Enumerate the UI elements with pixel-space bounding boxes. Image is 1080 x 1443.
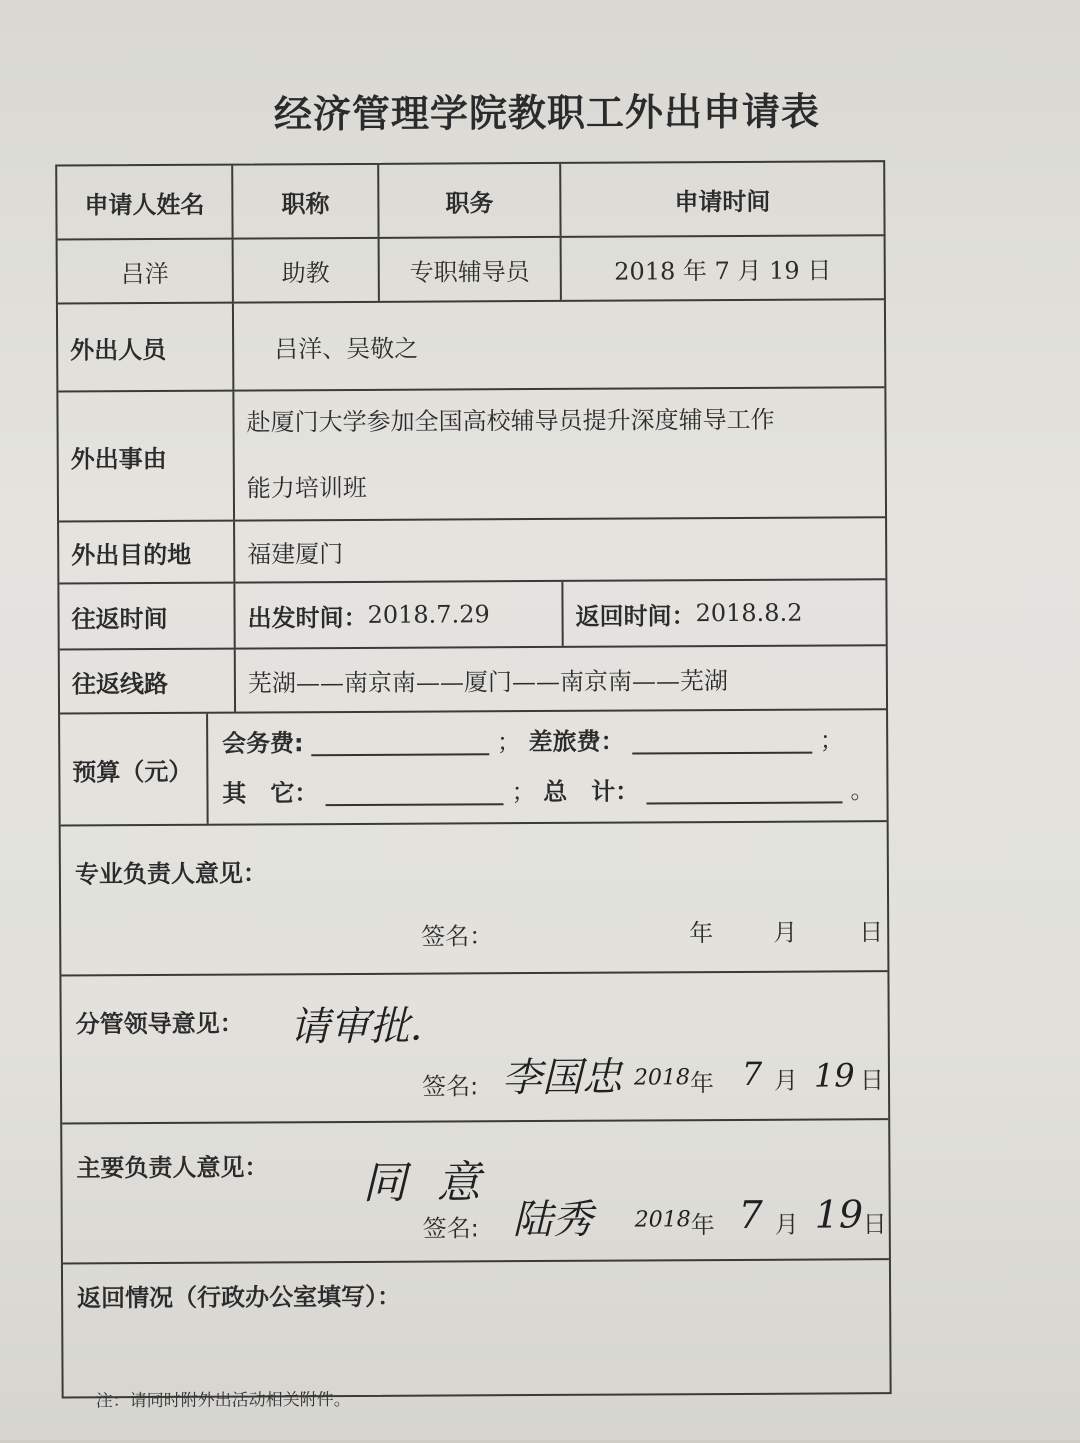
meeting-fee-blank bbox=[311, 731, 489, 756]
total-label: 总 计： bbox=[543, 777, 640, 806]
route-label: 往返线路 bbox=[71, 669, 168, 698]
leader-opinion-label: 分管领导意见： bbox=[75, 1009, 244, 1039]
destination-row bbox=[59, 516, 885, 582]
reason-row bbox=[58, 386, 885, 520]
applicant-title: 助教 bbox=[232, 239, 378, 302]
total-blank bbox=[647, 779, 843, 804]
meeting-fee-label: 会务费: bbox=[221, 729, 304, 758]
leader-day-value: 19 bbox=[813, 1056, 855, 1095]
leader-signature: 李国忠 bbox=[501, 1054, 623, 1102]
reason-line-2: 能力培训班 bbox=[246, 473, 367, 503]
reason-label: 外出事由 bbox=[70, 444, 167, 473]
applicant-date: 2018 年 7 月 19 日 bbox=[560, 236, 884, 300]
return-cell bbox=[561, 580, 885, 646]
personnel-row bbox=[58, 298, 884, 390]
time-label: 往返时间 bbox=[71, 604, 168, 633]
head-day-value: 19 bbox=[814, 1192, 864, 1237]
major-day-label: 日 bbox=[859, 918, 884, 947]
depart-value: 2018.7.29 bbox=[367, 600, 490, 629]
form-table bbox=[55, 160, 891, 1398]
leader-sign-label: 签名: bbox=[421, 1072, 479, 1101]
leader-month-label: 月 bbox=[773, 1066, 799, 1095]
route-value: 芜湖——南京南——厦门——南京南——芜湖 bbox=[234, 646, 886, 711]
header-row bbox=[57, 162, 883, 238]
budget-row bbox=[60, 708, 887, 824]
head-month-label: 月 bbox=[774, 1210, 799, 1239]
form-title: 经济管理学院教职工外出申请表 bbox=[273, 88, 821, 137]
title-header: 职称 bbox=[231, 165, 377, 238]
applicant-row bbox=[58, 234, 884, 302]
leader-handwritten-comment: 请审批. bbox=[289, 1003, 423, 1051]
budget-line-2 bbox=[222, 765, 874, 818]
budget-label: 预算（元） bbox=[72, 757, 193, 786]
major-opinion-label: 专业负责人意见： bbox=[74, 859, 267, 889]
head-year-label: 年 bbox=[690, 1211, 715, 1240]
leader-month-value: 7 bbox=[741, 1054, 763, 1093]
return-status-label: 返回情况（行政办公室填写）： bbox=[77, 1282, 402, 1313]
major-opinion-section bbox=[61, 820, 888, 974]
post-header: 职务 bbox=[377, 164, 559, 237]
depart-label: 出发时间： bbox=[247, 603, 368, 633]
return-label: 返回时间： bbox=[575, 601, 696, 631]
personnel-value: 吕洋、吴敬之 bbox=[232, 300, 884, 389]
leader-year-value: 2018 bbox=[633, 1065, 691, 1091]
other-fee-label: 其 它： bbox=[222, 779, 319, 808]
route-row bbox=[60, 644, 886, 712]
major-year-label: 年 bbox=[689, 919, 714, 948]
personnel-label: 外出人员 bbox=[70, 335, 167, 364]
budget-line-1 bbox=[222, 715, 844, 768]
depart-cell bbox=[233, 582, 561, 648]
budget-end-1: ； bbox=[819, 726, 844, 755]
budget-end-2: 。 bbox=[850, 776, 875, 805]
destination-label: 外出目的地 bbox=[71, 540, 192, 569]
leader-opinion-section bbox=[61, 970, 888, 1122]
head-signature: 陆秀 bbox=[512, 1196, 593, 1244]
applicant-post: 专职辅导员 bbox=[378, 238, 560, 301]
head-day-label: 日 bbox=[862, 1210, 887, 1239]
head-opinion-section bbox=[62, 1118, 889, 1262]
leader-day-label: 日 bbox=[859, 1066, 885, 1095]
travel-fee-blank bbox=[632, 730, 812, 755]
travel-fee-label: 差旅费： bbox=[528, 727, 625, 757]
destination-value: 福建厦门 bbox=[233, 518, 885, 581]
return-value: 2018.8.2 bbox=[695, 598, 803, 628]
head-year-value: 2018 bbox=[634, 1207, 691, 1233]
budget-fields bbox=[206, 710, 887, 824]
date-header: 申请时间 bbox=[559, 162, 883, 236]
reason-line-1: 赴厦门大学参加全国高校辅导员提升深度辅导工作 bbox=[246, 405, 775, 437]
applicant-name: 吕洋 bbox=[120, 259, 169, 288]
major-sign-label: 签名： bbox=[421, 922, 494, 951]
return-status-section bbox=[63, 1258, 890, 1396]
footnote: 注：请同时附外出活动相关附件。 bbox=[95, 1390, 351, 1412]
reason-value bbox=[232, 388, 885, 519]
head-sign-label: 签名: bbox=[422, 1214, 479, 1243]
head-opinion-label: 主要负责人意见： bbox=[76, 1153, 269, 1183]
time-row bbox=[59, 578, 885, 648]
name-header: 申请人姓名 bbox=[84, 190, 205, 219]
leader-year-label: 年 bbox=[689, 1069, 715, 1098]
head-month-value: 7 bbox=[738, 1192, 764, 1237]
budget-sep-1: ； bbox=[496, 728, 521, 757]
head-handwritten-comment: 同意 bbox=[362, 1157, 511, 1209]
budget-sep-2: ； bbox=[511, 778, 536, 807]
major-month-label: 月 bbox=[773, 918, 798, 947]
other-fee-blank bbox=[326, 781, 504, 806]
